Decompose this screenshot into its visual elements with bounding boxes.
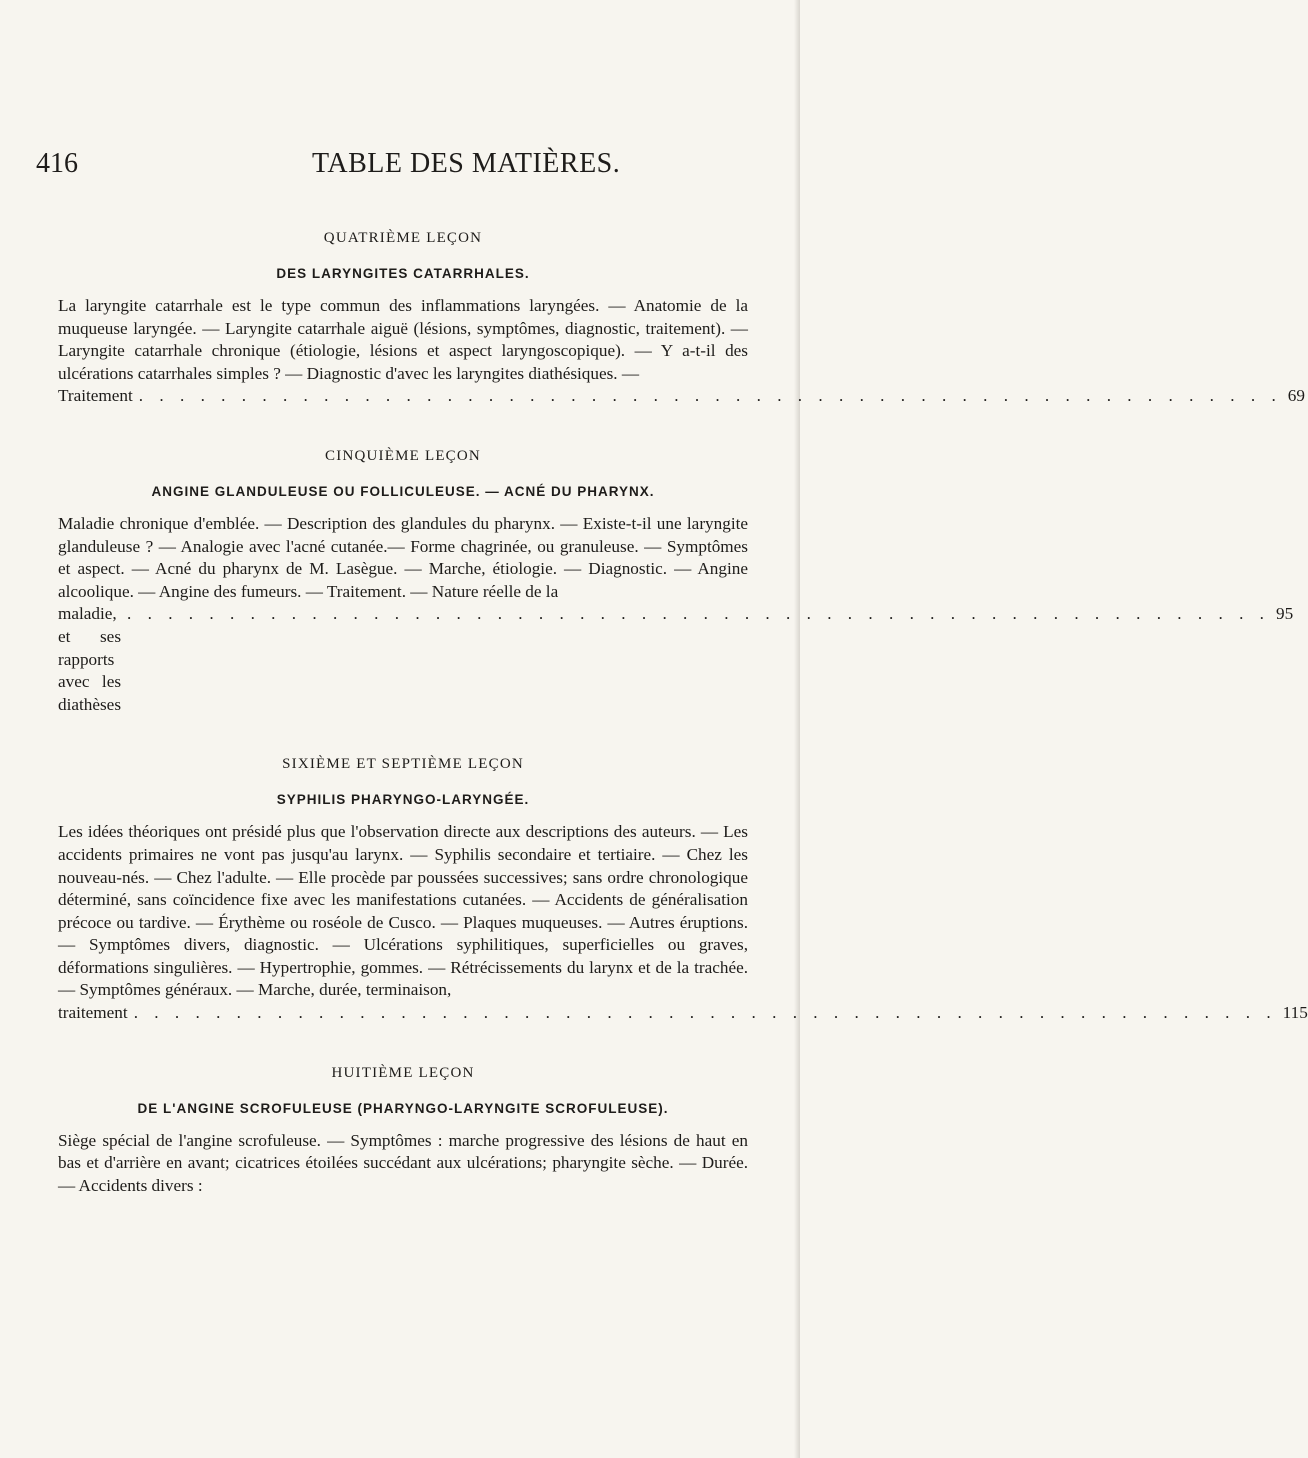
- lecon-subject: SYPHILIS PHARYNGO-LARYNGÉE.: [276, 792, 530, 808]
- lecon-subject: ANGINE GLANDULEUSE OU FOLLICULEUSE. — ACNÉ DU PHARYNX.: [151, 483, 655, 499]
- summary-last-line: [58, 385, 1305, 408]
- summary-last-line: [58, 603, 1294, 716]
- lecon-summary: [58, 513, 1294, 716]
- page-number: 416: [36, 148, 78, 179]
- page-reference: 95: [1275, 604, 1294, 624]
- page-reference: 69: [1287, 386, 1305, 406]
- dot-leader: . . . . . . . . . . . . . . . . . . . . . . . . . . . . . . . . . . . . . . . . . . . . . . . . . . . . . . . .: [133, 1003, 1277, 1023]
- toc-entry-huitieme-lecon: [58, 1065, 748, 1198]
- page-edge-shadow: [794, 0, 800, 1458]
- summary-text: La laryngite catarrhale est le type commun des inflammations laryngées. — Anatomie de la muqueuse laryngée. — Laryngite catarrhale aiguë (lésions, symptômes, diagnostic, traitement). — Laryngite catarrhale chronique (étiologie, lésions et aspect laryngoscopique). — Y a-t-il des ulcérations catarrhales simples ? — Diagnostic d'avec les laryngites diathésiques. —: [58, 296, 748, 383]
- toc-entry-cinquieme-lecon: [58, 447, 1294, 716]
- lecon-heading: QUATRIÈME LEÇON: [323, 230, 483, 246]
- summary-text: Maladie chronique d'emblée. — Description des glandules du pharynx. — Existe-t-il une laryngite glanduleuse ? — Analogie avec l'acné cutanée.— Forme chagrinée, ou granuleuse. — Symptômes et aspect. — Acné du pharynx de M. Lasègue. — Marche, étiologie. — Diagnostic. — Angine alcoolique. — Angine des fumeurs. — Traitement. — Nature réelle de la: [58, 513, 748, 601]
- page-reference: 115: [1282, 1003, 1308, 1023]
- lecon-heading: CINQUIÈME LEÇON: [325, 447, 481, 464]
- summary-text: Les idées théoriques ont présidé plus que l'observation directe aux descriptions des auteurs. — Les accidents primaires ne vont pas jusqu'au larynx. — Syphilis secondaire et tertiaire. — Chez les nouveau-nés. — Chez l'adulte. — Elle procède par poussées successives; sans ordre chronologique déterminé, sans coïncidence fixe avec les manifestations cutanées. — Accidents de généralisation précoce ou tardive. — Érythème ou roséole de Cusco. — Plaques muqueuses. — Autres éruptions. — Symptômes divers, diagnostic. — Ulcérations syphilitiques, superficielles ou graves, déformations singulières. — Hypertrophie, gommes. — Rétrécissements du larynx et de la trachée. — Symptômes généraux. — Marche, durée, terminaison,: [58, 822, 748, 1000]
- lecon-summary: [58, 295, 1305, 408]
- table-of-contents: [58, 230, 1308, 1237]
- running-title: TABLE DES MATIÈRES.: [312, 148, 621, 179]
- lecon-heading: SIXIÈME ET SEPTIÈME LEÇON: [282, 756, 524, 773]
- toc-entry-quatrieme-lecon: [58, 230, 1305, 408]
- summary-last-text: Traitement: [58, 386, 133, 406]
- toc-entry-sixieme-septieme-lecon: [58, 756, 1308, 1024]
- summary-text: Siège spécial de l'angine scrofuleuse. — Symptômes : marche progressive des lésions de haut en bas et d'arrière en avant; cicatrices étoilées succédant aux ulcérations; pharyngite sèche. — Durée. — Accidents divers :: [58, 1130, 748, 1195]
- lecon-summary: [58, 821, 1308, 1024]
- dot-leader: . . . . . . . . . . . . . . . . . . . . . . . . . . . . . . . . . . . . . . . . . . . . . . . . . . . . . . . .: [138, 386, 1282, 406]
- lecon-subject: DES LARYNGITES CATARRHALES.: [276, 266, 530, 281]
- lecon-heading: HUITIÈME LEÇON: [331, 1064, 475, 1081]
- summary-last-text: maladie, et ses rapports avec les diathèses: [58, 604, 122, 714]
- lecon-subject: DE L'ANGINE SCROFULEUSE (PHARYNGO-LARYNGITE SCROFULEUSE).: [137, 1100, 669, 1116]
- page-header: [36, 148, 756, 188]
- dot-leader: . . . . . . . . . . . . . . . . . . . . . . . . . . . . . . . . . . . . . . . . . . . . . . . . . . . . . . . .: [127, 604, 1270, 624]
- lecon-summary: [58, 1130, 748, 1198]
- summary-last-line: [58, 1002, 1308, 1025]
- summary-last-text: traitement: [58, 1003, 128, 1023]
